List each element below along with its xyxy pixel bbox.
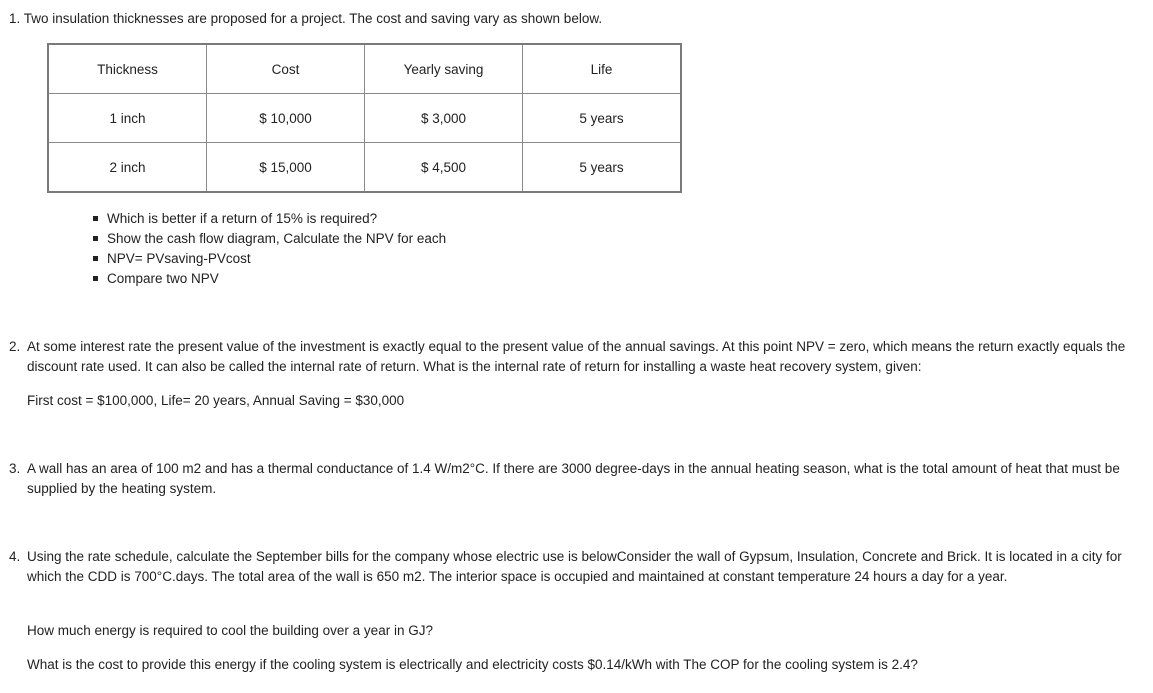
bullet-item: NPV= PVsaving-PVcost <box>92 249 446 269</box>
table-row <box>48 94 681 143</box>
question-3-number: 3. <box>9 461 21 476</box>
bullet-item: Compare two NPV <box>92 269 446 289</box>
question-2-text: At some interest rate the present value of the investment is exactly equal to the present value of the annual savings. At this point NPV = zero, which means the return exactly equals the discount rate used. It can also be called the internal rate of return. What is the internal rate of return for installing a waste heat recovery system, given: <box>27 339 1126 374</box>
table-cell: $ 3,000 <box>365 94 523 143</box>
question-2-given: First cost = $100,000, Life= 20 years, Annual Saving = $30,000 <box>27 393 405 408</box>
question-3 <box>9 459 1139 499</box>
table-row <box>48 143 681 193</box>
insulation-table <box>47 43 682 193</box>
table-header-cell: Thickness <box>48 44 207 94</box>
table-header-row <box>48 44 681 94</box>
bullet-item: Show the cash flow diagram, Calculate the NPV for each <box>92 229 446 249</box>
question-1-text: 1. Two insulation thicknesses are proposed for a project. The cost and saving vary as shown below. <box>9 11 603 26</box>
table-cell: 1 inch <box>48 94 207 143</box>
question-2 <box>9 337 1139 377</box>
table-cell: 5 years <box>523 143 682 193</box>
bullet-item: Which is better if a return of 15% is required? <box>92 209 446 229</box>
question-4-subquestion-a: How much energy is required to cool the building over a year in GJ? <box>27 623 433 638</box>
table-cell: 2 inch <box>48 143 207 193</box>
question-1-bullet-list <box>92 209 446 289</box>
table-header-cell: Life <box>523 44 682 94</box>
table-cell: $ 15,000 <box>207 143 365 193</box>
table-cell: $ 4,500 <box>365 143 523 193</box>
question-4-text: Using the rate schedule, calculate the September bills for the company whose electric use is belowConsider the wall of Gypsum, Insulation, Concrete and Brick. It is located in a city for which the CDD is 700°C.days. The total area of the wall is 650 m2. The interior space is occupied and maintained at constant temperature 24 hours a day for a year. <box>27 549 1122 584</box>
table-header-cell: Yearly saving <box>365 44 523 94</box>
table-header-cell: Cost <box>207 44 365 94</box>
question-2-number: 2. <box>9 339 21 354</box>
question-4-subquestion-b: What is the cost to provide this energy if the cooling system is electrically and electricity costs $0.14/kWh with The COP for the cooling system is 2.4? <box>27 657 918 672</box>
table-cell: $ 10,000 <box>207 94 365 143</box>
question-4 <box>9 547 1139 587</box>
question-3-text: A wall has an area of 100 m2 and has a thermal conductance of 1.4 W/m2°C. If there are 3000 degree-days in the annual heating season, what is the total amount of heat that must be supplied by the heating system. <box>27 461 1120 496</box>
table-cell: 5 years <box>523 94 682 143</box>
question-4-number: 4. <box>9 549 21 564</box>
